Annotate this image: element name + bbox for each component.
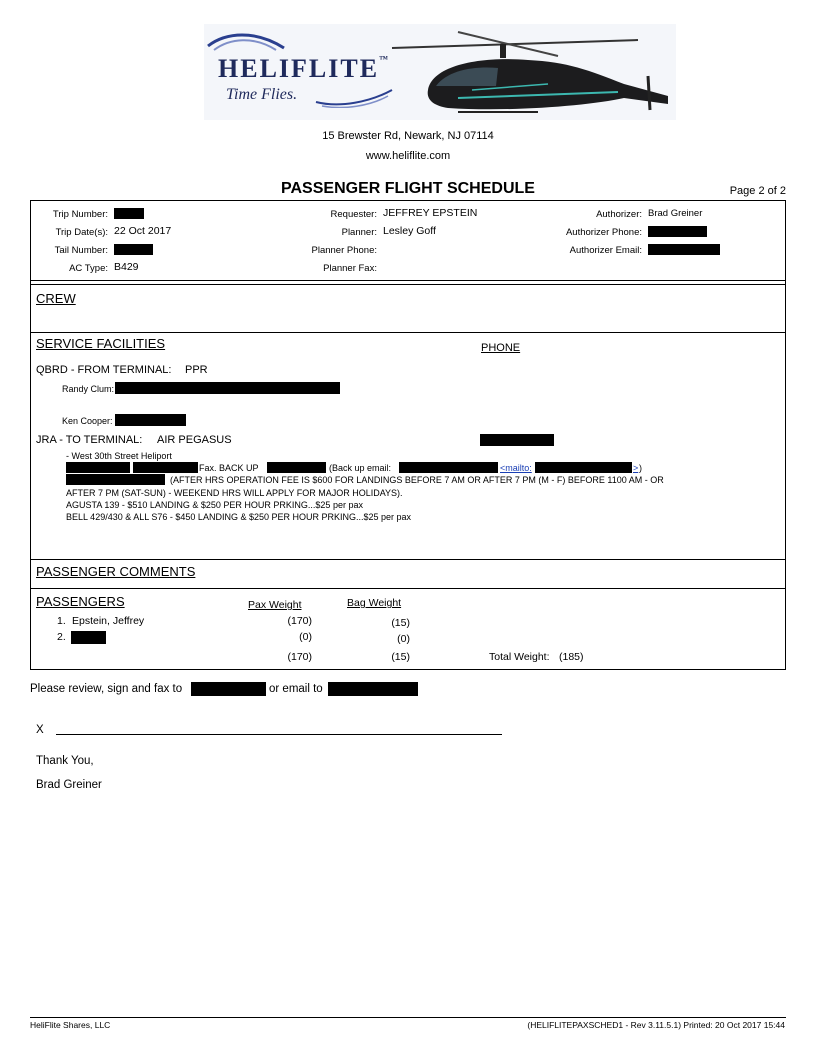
- comments-divider: [30, 588, 786, 589]
- heliport-name: - West 30th Street Heliport: [66, 451, 172, 461]
- passenger-bag-weight: (0): [397, 633, 410, 645]
- requester-label: Requester:: [330, 209, 377, 220]
- redaction: [648, 226, 707, 237]
- passengers-title: PASSENGERS: [36, 594, 125, 609]
- planner-phone-label: Planner Phone:: [311, 245, 377, 256]
- crew-section-title: CREW: [36, 291, 76, 306]
- to-terminal-value: AIR PEGASUS: [157, 434, 232, 446]
- authorizer-label: Authorizer:: [596, 209, 642, 220]
- requester-value: JEFFREY EPSTEIN: [383, 207, 478, 219]
- trip-dates-value: 22 Oct 2017: [114, 225, 172, 237]
- ac-type-value: B429: [114, 261, 139, 273]
- fax-backup-label: Fax. BACK UP: [199, 463, 259, 473]
- authorizer-phone-label: Authorizer Phone:: [565, 227, 642, 238]
- review-instructions: Please review, sign and fax to: [30, 683, 183, 695]
- brand-tagline: Time Flies.: [226, 86, 298, 103]
- redaction: [133, 462, 198, 473]
- trip-divider-2: [30, 284, 786, 285]
- after-hours-note-2: AFTER 7 PM (SAT-SUN) - WEEKEND HRS WILL APPLY FOR MAJOR HOLIDAYS).: [66, 488, 403, 498]
- to-terminal-label: JRA - TO TERMINAL:: [36, 434, 143, 446]
- box-right-border: [785, 200, 786, 670]
- signature-x: X: [36, 724, 44, 736]
- passenger-pax-weight: (0): [299, 631, 312, 643]
- helicopter-icon: [388, 26, 674, 118]
- thank-you-text: Thank You,: [36, 755, 94, 767]
- redaction: [267, 462, 326, 473]
- footer-rule: [30, 1017, 786, 1018]
- tagline-swoosh-icon: [314, 86, 394, 108]
- contact-ken-label: Ken Cooper:: [62, 416, 113, 426]
- heliflite-logo: [204, 24, 676, 120]
- agusta-fees: AGUSTA 139 - $510 LANDING & $250 PER HOUR PRKING...$25 per pax: [66, 500, 363, 510]
- passenger-number: 2.: [57, 631, 66, 643]
- redaction: [66, 474, 165, 485]
- redaction: [191, 682, 266, 696]
- page-number: Page 2 of 2: [729, 185, 786, 197]
- planner-label: Planner:: [341, 227, 377, 238]
- crew-divider: [30, 332, 786, 333]
- signer-name: Brad Greiner: [36, 779, 102, 791]
- passenger-comments-title: PASSENGER COMMENTS: [36, 564, 196, 579]
- box-top-border: [30, 200, 786, 201]
- contact-randy-label: Randy Clum:: [62, 384, 115, 394]
- ac-type-label: AC Type:: [69, 263, 108, 274]
- redaction: [480, 434, 554, 446]
- redaction: [115, 414, 186, 426]
- total-weight-label: Total Weight:: [489, 651, 550, 663]
- redaction: [648, 244, 720, 255]
- close-paren: ): [639, 463, 642, 473]
- mailto-link-end[interactable]: >: [633, 463, 639, 473]
- passenger-number: 1.: [57, 615, 66, 627]
- signature-line[interactable]: [56, 734, 502, 735]
- pax-weight-header: Pax Weight: [248, 599, 302, 611]
- bell-fees: BELL 429/430 & ALL S76 - $450 LANDING & $250 PER HOUR PRKING...$25 per pax: [66, 512, 412, 522]
- redaction: [328, 682, 418, 696]
- bag-weight-header: Bag Weight: [347, 597, 402, 609]
- after-hours-note-1: (AFTER HRS OPERATION FEE IS $600 FOR LANDINGS BEFORE 7 AM OR AFTER 7 PM (M - F) BEFORE 1100 AM - OR: [170, 475, 664, 485]
- planner-value: Lesley Goff: [383, 225, 436, 237]
- redaction: [66, 462, 130, 473]
- trip-divider: [30, 280, 786, 281]
- mailto-link[interactable]: <mailto:: [500, 463, 532, 473]
- total-pax-weight: (170): [287, 651, 312, 663]
- or-email-text: or email to: [269, 683, 323, 695]
- service-divider: [30, 559, 786, 560]
- tail-number-label: Tail Number:: [54, 245, 108, 256]
- total-bag-weight: (15): [391, 651, 410, 663]
- redaction: [114, 208, 144, 219]
- passenger-pax-weight: (170): [287, 615, 312, 627]
- from-terminal-value: PPR: [185, 364, 208, 376]
- company-website: www.heliflite.com: [365, 150, 451, 162]
- passenger-name: Epstein, Jeffrey: [72, 615, 145, 627]
- planner-fax-label: Planner Fax:: [323, 263, 377, 274]
- company-address: 15 Brewster Rd, Newark, NJ 07114: [322, 130, 494, 142]
- redaction: [71, 631, 106, 644]
- from-terminal-label: QBRD - FROM TERMINAL:: [36, 364, 172, 376]
- footer-company: HeliFlite Shares, LLC: [30, 1020, 111, 1030]
- service-facilities-title: SERVICE FACILITIES: [36, 336, 166, 351]
- footer-printed-info: (HELIFLITEPAXSCHED1 - Rev 3.11.5.1) Printed: 20 Oct 2017 15:44: [527, 1020, 785, 1030]
- phone-column-header: PHONE: [481, 342, 521, 354]
- total-weight-value: (185): [559, 651, 584, 663]
- box-bottom-border: [30, 669, 786, 670]
- trip-dates-label: Trip Date(s):: [55, 227, 108, 238]
- document-title: PASSENGER FLIGHT SCHEDULE: [281, 180, 535, 197]
- redaction: [115, 382, 340, 394]
- trip-number-label: Trip Number:: [52, 209, 108, 220]
- passenger-bag-weight: (15): [391, 617, 410, 629]
- redaction: [399, 462, 498, 473]
- redaction: [114, 244, 153, 255]
- authorizer-email-label: Authorizer Email:: [569, 245, 642, 256]
- brand-name: HELIFLITE™: [218, 54, 389, 83]
- authorizer-value: Brad Greiner: [648, 208, 703, 219]
- redaction: [535, 462, 632, 473]
- backup-email-label: (Back up email:: [329, 463, 392, 473]
